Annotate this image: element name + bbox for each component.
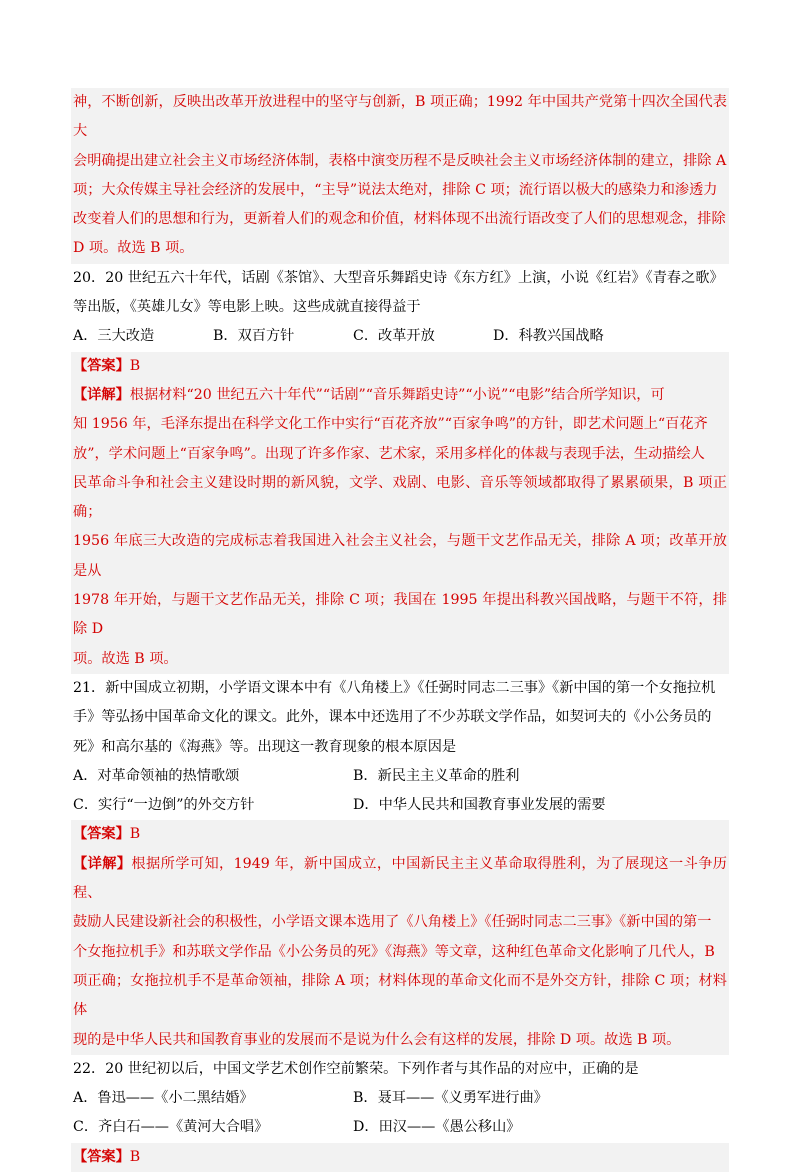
q21-answer: [71, 820, 729, 1054]
text-line: 死》和高尔基的《海燕》等。出现这一教育现象的根本原因是: [73, 738, 457, 755]
option-b: B．双百方针: [213, 328, 295, 345]
option-c: C．实行“一边倒”的外交方针: [73, 797, 255, 814]
detail-tag: 【详解】: [73, 855, 132, 872]
text-line: 项；大众传媒主导社会经济的发展中，“主导”说法太绝对，排除 C 项；流行语以极大的感染力和渗透力: [73, 181, 718, 198]
answer-tag: 【答案】: [73, 826, 130, 843]
answer-value: B: [129, 1148, 141, 1165]
q21-options: [71, 762, 729, 821]
text-line: 民革命斗争和社会主义建设时期的新风貌，文学、戏剧、电影、音乐等领域都取得了累累硕果，B 项正确；: [73, 474, 727, 521]
q22-options: [71, 1084, 729, 1143]
detail-line: [73, 850, 727, 909]
option-c: C．改革开放: [353, 328, 435, 345]
text-line: 根据材料“20 世纪五六十年代”“话剧”“音乐舞蹈史诗”“小说”“电影”结合所学知识，可: [129, 386, 665, 403]
option-a: A．对革命领袖的热情歌颂: [73, 767, 240, 784]
text-line: 鼓励人民建设新社会的积极性，小学语文课本选用了《八角楼上》《任弼时同志二三事》《新中国的第一: [73, 914, 712, 931]
document-page: [71, 88, 729, 1172]
text-line: 手》等弘扬中国革命文化的课文。此外，课本中还选用了不少苏联文学作品，如契诃夫的《小公务员的: [73, 709, 712, 726]
option-b: B．新民主主义革命的胜利: [353, 767, 520, 784]
text-line: 20．20 世纪五六十年代，话剧《茶馆》、大型音乐舞蹈史诗《东方红》上演，小说《红岩》《青春之歌》: [73, 269, 724, 286]
answer-line: [73, 1143, 727, 1172]
text-line: 改变着人们的思想和行为，更新着人们的观念和价值，材料体现不出流行语改变了人们的思想观念，排除: [73, 211, 726, 228]
q22-stem: [71, 1055, 729, 1084]
option-c: C．齐白石——《黄河大合唱》: [73, 1119, 269, 1136]
q20-answer: [71, 352, 729, 674]
text-line: 放”，学术问题上“百家争鸣”。出现了许多作家、艺术家，采用多样化的体裁与表现手法，生动描绘人: [73, 445, 705, 462]
text-line: 1978 年开始，与题干文艺作品无关，排除 C 项；我国在 1995 年提出科教兴国战略，与题干不符，排除 D: [73, 592, 727, 638]
text-line: 22．20 世纪初以后，中国文学艺术创作空前繁荣。下列作者与其作品的对应中，正确的是: [73, 1060, 639, 1077]
answer-line: [73, 352, 727, 381]
q20-stem: [71, 264, 729, 323]
option-a: A．鲁迅——《小二黑结婚》: [73, 1090, 254, 1107]
q20-options: [71, 322, 729, 351]
answer-value: B: [129, 826, 141, 843]
detail-line: [73, 381, 727, 410]
answer-line: [73, 820, 727, 849]
option-b: B．聂耳——《义勇军进行曲》: [353, 1090, 548, 1107]
text-line: 项正确；女拖拉机手不是革命领袖，排除 A 项；材料体现的革命文化而不是外交方针，排除 C 项；材料体: [73, 972, 727, 1019]
answer-tag: 【答案】: [73, 1148, 130, 1165]
option-d: D．中华人民共和国教育事业发展的需要: [353, 797, 606, 814]
answer-value: B: [129, 357, 141, 374]
text-line: 知 1956 年，毛泽东提出在科学文化工作中实行“百花齐放”“百家争鸣”的方针，即艺术问题上“百花齐: [73, 416, 708, 433]
option-d: D．田汉——《愚公移山》: [353, 1119, 521, 1136]
text-line: 根据所学可知，1949 年，新中国成立，中国新民主主义革命取得胜利，为了展现这一斗争历程、: [73, 855, 727, 902]
text-line: 神，不断创新，反映出改革开放进程中的坚守与创新，B 项正确；1992 年中国共产党第十四次全国代表大: [73, 94, 727, 140]
text-line: 等出版，《英雄儿女》等电影上映。这些成就直接得益于: [73, 299, 421, 316]
q19-explanation-tail: [71, 88, 729, 264]
text-line: 个女拖拉机手》和苏联文学作品《小公务员的死》《海燕》等文章，这种红色革命文化影响了几代人，B: [73, 943, 715, 960]
answer-tag: 【答案】: [73, 357, 130, 374]
text-line: 现的是中华人民共和国教育事业的发展而不是说为什么会有这样的发展，排除 D 项。故选 B 项。: [73, 1031, 681, 1048]
detail-tag: 【详解】: [73, 386, 130, 403]
q21-stem: [71, 674, 729, 762]
option-d: D．科教兴国战略: [493, 328, 604, 345]
option-a: A．三大改造: [73, 328, 155, 345]
text-line: D 项。故选 B 项。: [73, 240, 194, 257]
text-line: 21．新中国成立初期，小学语文课本中有《八角楼上》《任弼时同志二三事》《新中国的第一个女拖拉机: [73, 679, 716, 696]
text-line: 1956 年底三大改造的完成标志着我国进入社会主义社会，与题干文艺作品无关，排除 A 项；改革开放是从: [73, 533, 727, 579]
text-line: 项。故选 B 项。: [73, 650, 178, 667]
text-line: 会明确提出建立社会主义市场经济体制，表格中演变历程不是反映社会主义市场经济体制的建立，排除 A: [73, 152, 727, 169]
q22-answer: [71, 1143, 729, 1172]
